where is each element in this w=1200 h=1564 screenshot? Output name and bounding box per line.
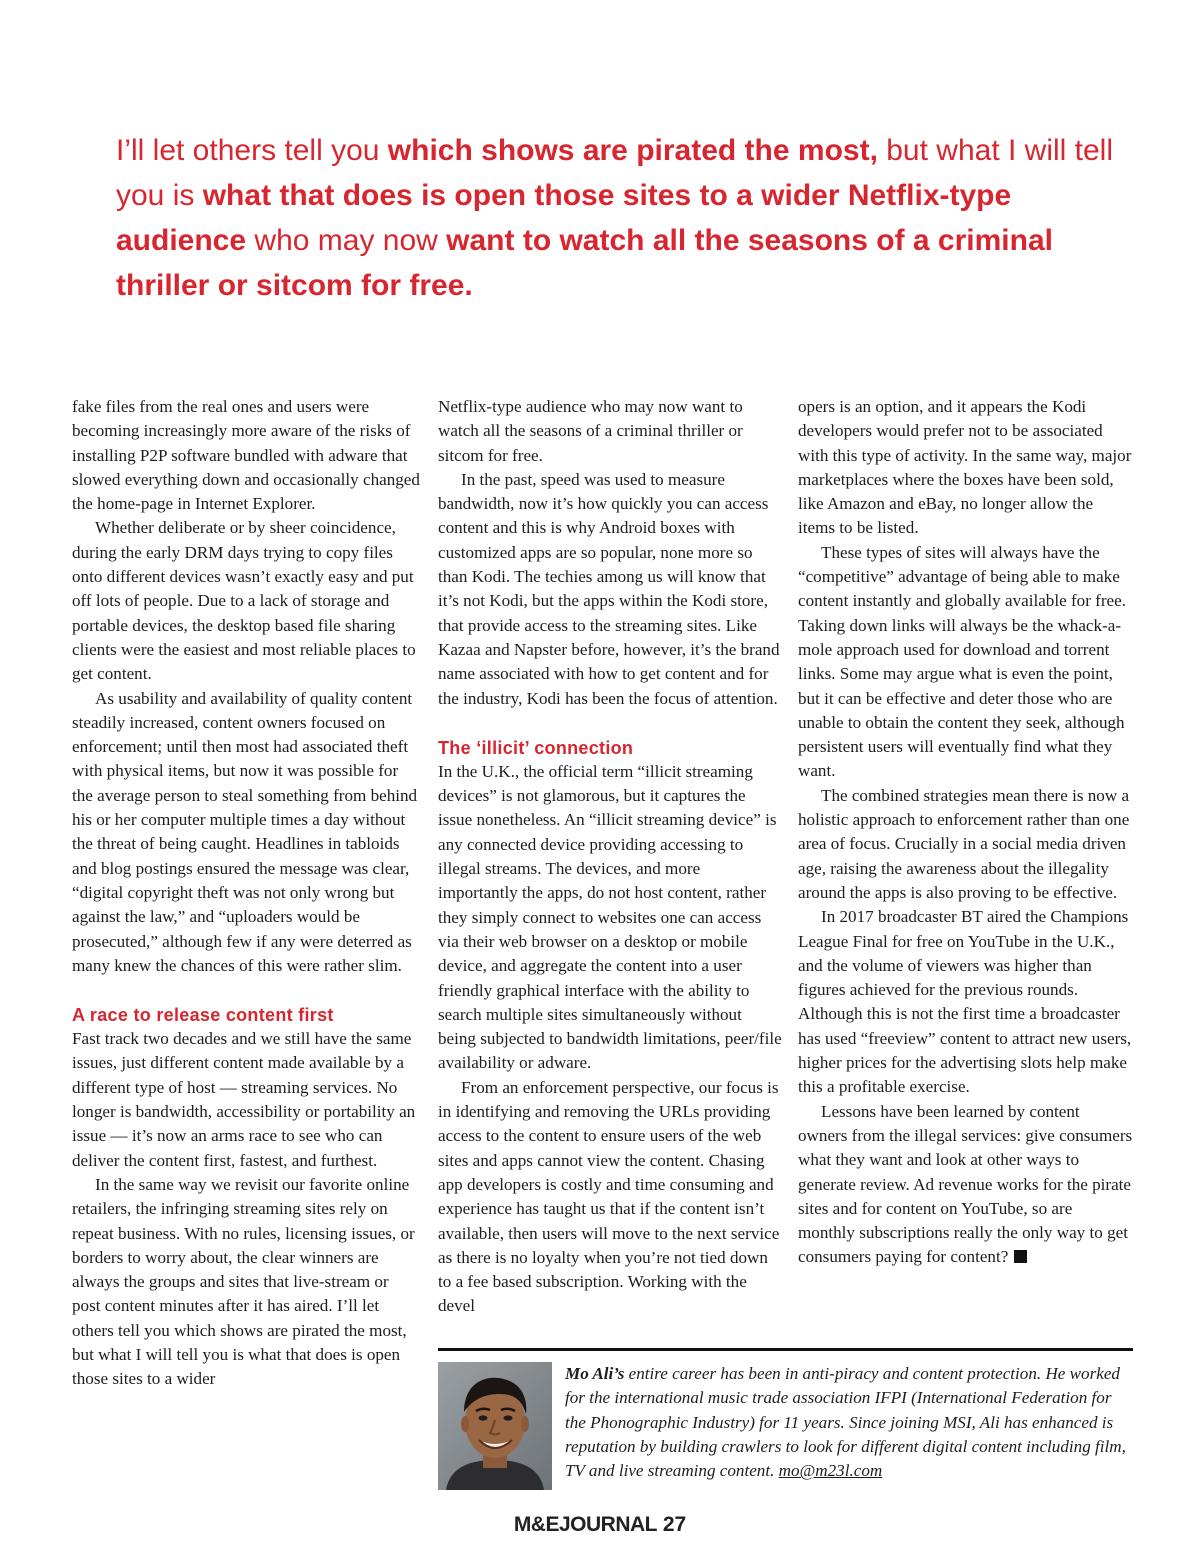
pull-quote-bold: which shows are pirated the most, [387, 134, 878, 167]
bio-divider [438, 1348, 1133, 1351]
pull-quote-bold: want to watch all the seasons of a criminal thriller or sitcom for free. [116, 224, 1053, 302]
paragraph: As usability and availability of quality content steadily increased, content owners focused on enforcement; until then most had associated theft with physical items, but now it was possible for the average person to steal something from behind his or her computer multiple times a day without the threat of being caught. Headlines in tabloids and blog postings ensured the message was clear, “digital copyright theft was not only wrong but against the law,” and “uploaders would be prosecuted,” although few if any were deterred as many knew the chances of this were rather slim. [72, 688, 418, 975]
section-heading: The ‘illicit’ connection [438, 737, 634, 758]
article-column-1 [72, 395, 420, 1392]
section-heading: A race to release content first [72, 1005, 334, 1026]
paragraph: opers is an option, and it appears the Kodi developers would prefer not to be associated with this type of activity. In the same way, major marketplaces where the boxes have been sold, like Amazon and eBay, no longer allow the items to be listed. [798, 397, 1132, 538]
author-portrait-icon [438, 1362, 552, 1490]
paragraph: Whether deliberate or by sheer coincidence, during the early DRM days trying to copy files onto different devices wasn’t exactly easy and put off lots of people. Due to a lack of storage and portable devices, the desktop based file sharing clients were the easiest and most reliable places to get content. [72, 518, 416, 684]
paragraph [798, 1100, 1133, 1270]
pull-quote-text: I’ll let others tell you [116, 134, 388, 167]
pull-quote [116, 128, 1126, 308]
paragraph: The combined strategies mean there is now a holistic approach to enforcement rather than one area of focus. Crucially in a social media driven age, raising the awareness about the illegality around the apps is also proving to be effective. [798, 785, 1130, 902]
page-footer [0, 1513, 1200, 1537]
author-name: Mo Ali’s [565, 1364, 625, 1383]
page-number: 27 [662, 1513, 687, 1536]
paragraph: Fast track two decades and we still have the same issues, just different content made available by a different type of host — streaming services. No longer is bandwidth, accessibility or portability an issue — it’s now an arms race to see who can deliver the content first, fastest, and furthest. [72, 1029, 416, 1170]
pull-quote-bold: what that does is open those sites to a wider Netflix-type audience [116, 179, 1012, 257]
paragraph: In the U.K., the official term “illicit streaming devices” is not glamorous, but it captures the issue nonetheless. An “illicit streaming device” is any connected device providing accessing to illegal streams. The devices, and more importantly the apps, do not host content, rather they simply connect to websites one can access via their web browser on a desktop or mobile device, and aggregate the content into a user friendly graphical interface with the ability to search multiple sites simultaneously without being subjected to bandwidth limitations, peer/file availability or adware. [438, 761, 782, 1073]
author-photo [438, 1362, 552, 1490]
author-bio-text [565, 1362, 1133, 1483]
journal-name: M&EJOURNAL [513, 1513, 657, 1536]
end-of-article-mark [1014, 1250, 1027, 1263]
article-column-2 [438, 395, 783, 1319]
paragraph: From an enforcement perspective, our focus is in identifying and removing the URLs providing access to the content to ensure users of the web sites and apps cannot view the content. Chasing app developers is costly and time consuming and experience has taught us that if the content isn’t available, then users will move to the next service as there is no loyalty when you’re not tied down to a fee based subscription. Working with the devel [438, 1077, 780, 1316]
bio-body: entire career has been in anti-piracy and content protection. He worked for the international music trade association IFPI (International Federation for the Phonographic Industry) for 11 years. Since joining MSI, Ali has enhanced is reputation by building crawlers to look for different digital content including film, TV and live streaming content. [565, 1364, 1126, 1481]
pull-quote-text: who may now [246, 224, 447, 257]
article-column-3 [798, 395, 1133, 1270]
paragraph: fake files from the real ones and users were becoming increasingly more aware of the risks of installing P2P software bundled with adware that slowed everything down and occasionally changed the home-page in Internet Explorer. [72, 397, 420, 514]
paragraph: In the past, speed was used to measure bandwidth, now it’s how quickly you can access content and this is why Android boxes with customized apps are so popular, none more so than Kodi. The techies among us will know that it’s not Kodi, but the apps within the Kodi store, that provide access to the streaming sites. Like Kazaa and Napster before, however, it’s the brand name associated with how to get content and for the industry, Kodi has been the focus of attention. [438, 469, 780, 708]
paragraph: Netflix-type audience who may now want to watch all the seasons of a criminal thriller or sitcom for free. [438, 397, 743, 465]
author-bio [565, 1362, 1133, 1483]
paragraph: In 2017 broadcaster BT aired the Champions League Final for free on YouTube in the U.K., and the volume of viewers was higher than figures achieved for the previous rounds. Although this is not the first time a broadcaster has used “freeview” content to attract new users, higher prices for the advertising slots help make this a profitable exercise. [798, 907, 1132, 1097]
paragraph: These types of sites will always have the “competitive” advantage of being able to make content instantly and globally available for free. Taking down links will always be the whack-a-mole approach used for download and torrent links. Some may argue what is even the point, but it can be effective and deter those who are unable to obtain the content they seek, although persistent users will eventually find what they want. [798, 542, 1126, 781]
paragraph: In the same way we revisit our favorite online retailers, the infringing streaming sites rely on repeat business. With no rules, licensing issues, or borders to worry about, the clear winners are always the groups and sites that live-stream or post content minutes after it has aired. I’ll let others tell you which shows are pirated the most, but what I will tell you is what that does is open those sites to a wider [72, 1174, 415, 1389]
author-email-link[interactable]: mo@m23l.com [778, 1461, 883, 1481]
paragraph-text: Lessons have been learned by content owners from the illegal services: give consumers what they want and look at other ways to generate review. Ad revenue works for the pirate sites and for content on YouTube, so are monthly subscriptions really the only way to get consumers paying for content? [798, 1101, 1133, 1267]
pull-quote-text: but what I will tell you is [116, 134, 1113, 212]
